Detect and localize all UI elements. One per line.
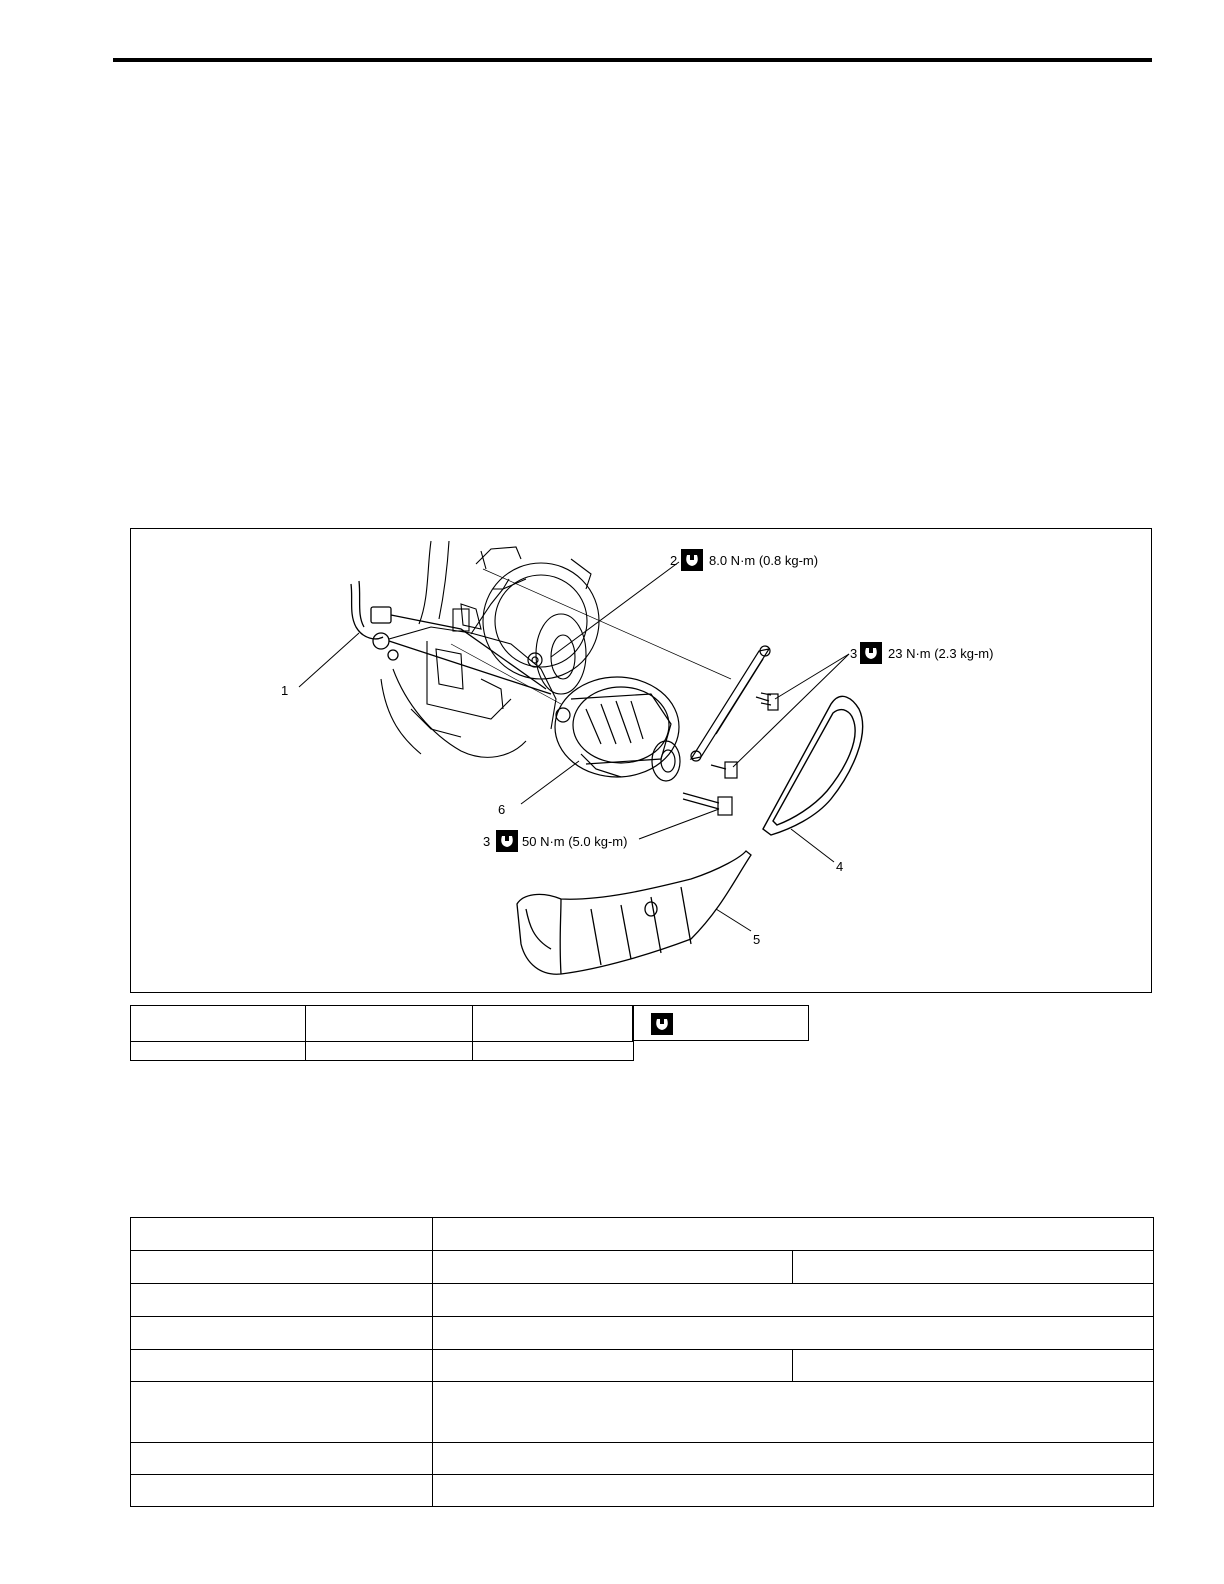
table-row (131, 1006, 634, 1042)
table-row (131, 1042, 634, 1061)
table-cell (793, 1350, 1154, 1382)
table-cell (306, 1006, 473, 1042)
table-cell (131, 1317, 433, 1350)
header-rule (113, 58, 1152, 62)
specification-table (130, 1217, 1154, 1507)
callout-leaders (299, 562, 849, 931)
callout-4: 4 (836, 859, 844, 874)
torque-wrench-icon (651, 1013, 673, 1035)
table-cell (433, 1475, 1154, 1507)
table-row (131, 1443, 1154, 1475)
table-cell (131, 1042, 306, 1061)
table-cell (131, 1006, 306, 1042)
table-cell (433, 1317, 1154, 1350)
callout-2: 2 (670, 553, 678, 568)
under-cover-drawing (517, 851, 751, 974)
callout-6: 6 (498, 802, 506, 817)
table-cell (131, 1382, 433, 1443)
torque-wrench-icon (681, 549, 703, 571)
callout-1: 1 (281, 683, 289, 698)
table-cell (131, 1350, 433, 1382)
table-cell (131, 1251, 433, 1284)
callout-3-upper: 3 (850, 646, 858, 661)
table-cell (131, 1443, 433, 1475)
drive-belt-drawing (763, 696, 863, 835)
torque-legend-table (130, 1005, 634, 1061)
wiring-harness (351, 581, 551, 694)
bolt-lower-long (683, 793, 732, 815)
torque-legend-header-cell (632, 1005, 809, 1041)
table-cell (433, 1284, 1154, 1317)
table-cell (433, 1251, 793, 1284)
table-row (131, 1317, 1154, 1350)
table-row (131, 1475, 1154, 1507)
torque-3-upper-label: 23 N·m (2.3 kg-m) (888, 646, 994, 661)
table-cell (433, 1443, 1154, 1475)
table-row (131, 1350, 1154, 1382)
table-cell (131, 1475, 433, 1507)
callout-5: 5 (753, 932, 761, 947)
table-cell (793, 1251, 1154, 1284)
torque-3-lower-label: 50 N·m (5.0 kg-m) (522, 834, 628, 849)
bolt-middle (711, 762, 737, 778)
torque-wrench-icon (496, 830, 518, 852)
table-cell (131, 1284, 433, 1317)
table-row (131, 1218, 1154, 1251)
table-cell (131, 1218, 433, 1251)
table-cell (433, 1350, 793, 1382)
table-cell (306, 1042, 473, 1061)
adjusting-arm-drawing (691, 646, 770, 761)
table-cell (433, 1382, 1154, 1443)
table-cell (473, 1006, 634, 1042)
table-cell (473, 1042, 634, 1061)
callout-3-lower: 3 (483, 834, 491, 849)
alternator-removal-diagram (130, 528, 1152, 993)
table-cell (433, 1218, 1154, 1251)
table-row (131, 1284, 1154, 1317)
table-row (131, 1382, 1154, 1443)
torque-2-label: 8.0 N·m (0.8 kg-m) (709, 553, 819, 568)
bolt-upper (756, 693, 778, 710)
torque-wrench-icon (860, 642, 882, 664)
table-row (131, 1251, 1154, 1284)
